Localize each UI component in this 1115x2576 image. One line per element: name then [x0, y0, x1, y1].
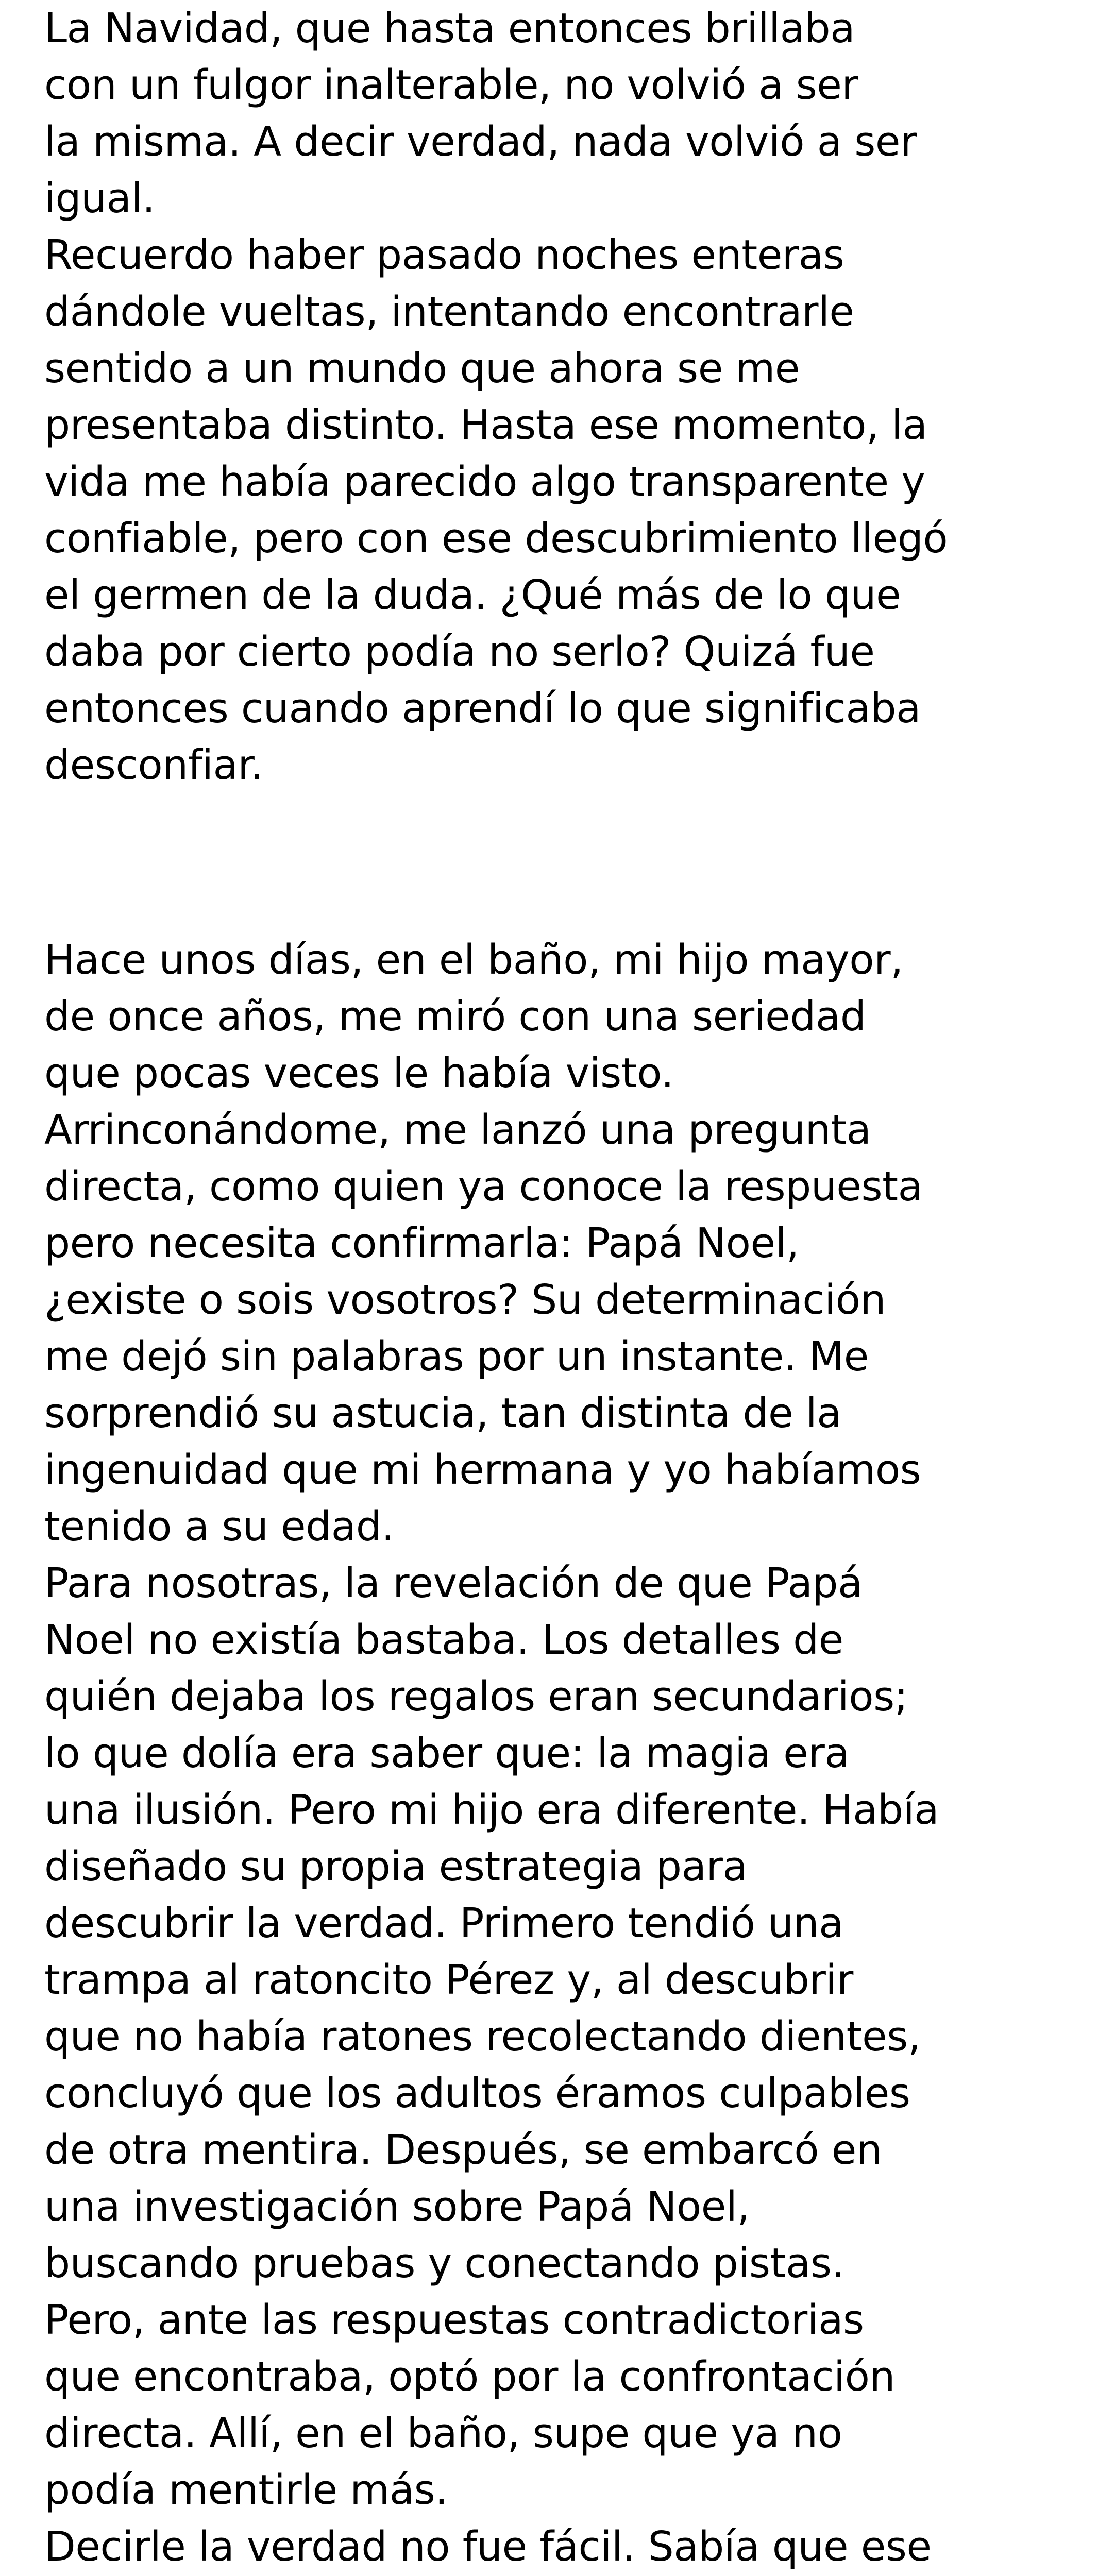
text-line: buscando pruebas y conectando pistas. — [44, 2240, 844, 2287]
text-line: dándole vueltas, intentando encontrarle — [44, 288, 854, 335]
text-line: trampa al ratoncito Pérez y, al descubrir — [44, 1956, 853, 2004]
text-line: concluyó que los adultos éramos culpables — [44, 2070, 910, 2117]
text-line: que no había ratones recolectando dientes, — [44, 2013, 921, 2060]
text-line: de once años, me miró con una seriedad — [44, 993, 866, 1040]
text-line: vida me había parecido algo transparente y — [44, 458, 925, 505]
text-line: quién dejaba los regalos eran secundarios; — [44, 1673, 908, 1720]
text-line: La Navidad, que hasta entonces brillaba — [44, 5, 855, 52]
text-line: con un fulgor inalterable, no volvió a ser — [44, 61, 858, 109]
text-line: Pero, ante las respuestas contradictorias — [44, 2296, 864, 2344]
text-line: directa. Allí, en el baño, supe que ya no — [44, 2410, 842, 2457]
text-line: una ilusión. Pero mi hijo era diferente. Había — [44, 1786, 939, 1834]
text-line: de otra mentira. Después, se embarcó en — [44, 2126, 882, 2174]
text-line: lo que dolía era saber que: la magia era — [44, 1730, 850, 1777]
text-line: tenido a su edad. — [44, 1503, 394, 1550]
text-line: me dejó sin palabras por un instante. Me — [44, 1333, 869, 1380]
text-line: que encontraba, optó por la confrontación — [44, 2353, 895, 2400]
text-section-two — [44, 931, 1090, 2576]
text-line: Decirle la verdad no fue fácil. Sabía que ese — [44, 2523, 932, 2570]
text-section-one — [44, 0, 1090, 793]
text-line: igual. — [44, 175, 155, 222]
text-line: diseñado su propia estrategia para — [44, 1843, 748, 1890]
text-line: una investigación sobre Papá Noel, — [44, 2183, 750, 2230]
text-line: podía mentirle más. — [44, 2466, 448, 2514]
text-line: ingenuidad que mi hermana y yo habíamos — [44, 1446, 921, 1494]
text-line: sentido a un mundo que ahora se me — [44, 345, 800, 392]
text-line: entonces cuando aprendí lo que significaba — [44, 685, 921, 732]
text-line: Recuerdo haber pasado noches enteras — [44, 231, 844, 279]
text-line: ¿existe o sois vosotros? Su determinación — [44, 1276, 886, 1324]
text-line: descubrir la verdad. Primero tendió una — [44, 1900, 844, 1947]
text-line: desconfiar. — [44, 741, 263, 789]
text-line: Noel no existía bastaba. Los detalles de — [44, 1616, 843, 1664]
text-line: la misma. A decir verdad, nada volvió a ser — [44, 118, 917, 165]
text-line: presentaba distinto. Hasta ese momento, la — [44, 401, 927, 449]
text-line: daba por cierto podía no serlo? Quizá fue — [44, 628, 875, 675]
text-line: sorprendió su astucia, tan distinta de la — [44, 1389, 842, 1437]
text-line: directa, como quien ya conoce la respuesta — [44, 1163, 923, 1210]
text-line: confiable, pero con ese descubrimiento llegó — [44, 515, 948, 562]
text-line: el germen de la duda. ¿Qué más de lo que — [44, 571, 901, 619]
text-line: Hace unos días, en el baño, mi hijo mayor, — [44, 936, 903, 984]
text-line: Para nosotras, la revelación de que Papá — [44, 1560, 863, 1607]
text-line: Arrinconándome, me lanzó una pregunta — [44, 1106, 871, 1154]
text-line: que pocas veces le había visto. — [44, 1049, 674, 1097]
text-line: pero necesita confirmarla: Papá Noel, — [44, 1219, 799, 1267]
